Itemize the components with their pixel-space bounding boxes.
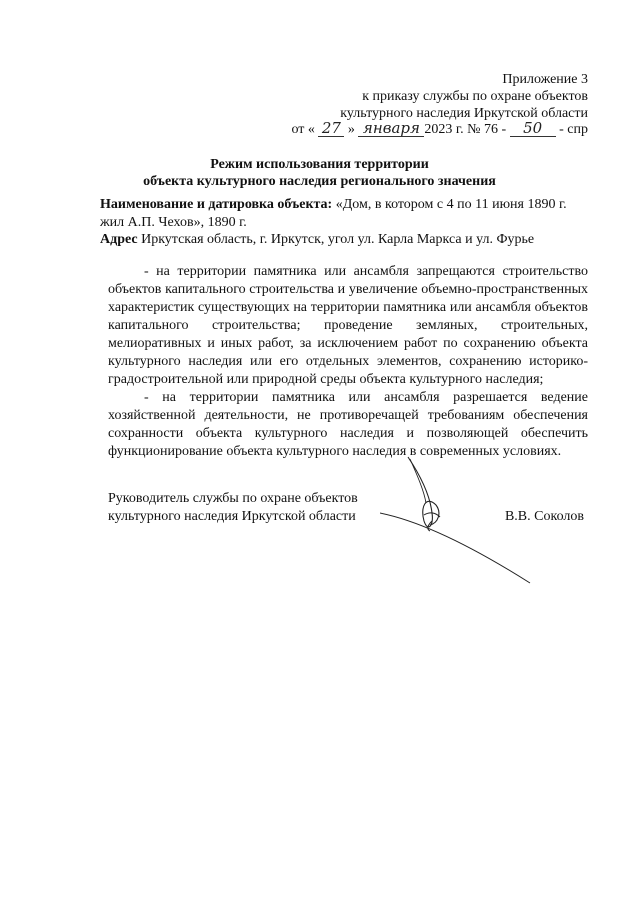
- prohibitions-paragraph: - на территории памятника или ансамбля запрещаются строительство объектов капитального строительства и увеличение объемно-пространственных характеристик существующих на территории памятника или ансамбля объектов капитального строительства; проведение земляных, строительных, мелиоративных и иных работ, за исключением работ по сохранению объекта культурного наследия или его отдельных элементов, сохранению историко-градостроительной или природной среды объекта культурного наследия;: [108, 264, 588, 387]
- object-address-block: [100, 231, 590, 249]
- object-address-label: Адрес: [100, 232, 138, 247]
- order-date-prefix: от «: [291, 122, 315, 137]
- signatory-position-line2: культурного наследия Иркутской области: [108, 509, 356, 524]
- signatory-position-line1: Руководитель службы по охране объектов: [108, 491, 358, 506]
- signatory-name: В.В. Соколов: [504, 509, 584, 524]
- document-subtitle: объекта культурного наследия регионального значения: [143, 174, 496, 189]
- order-quote-close: »: [347, 122, 355, 137]
- order-authority-line: культурного наследия Иркутской области: [340, 106, 588, 121]
- appendix-label: Приложение 3: [502, 72, 588, 87]
- permissions-paragraph: - на территории памятника или ансамбля разрешается ведение хозяйственной деятельности, не противоречащей требованиям обеспечения сохранности объекта культурного наследия и позволяющей обеспечить функционирование объекта культурного наследия в современных условиях.: [108, 390, 588, 459]
- order-number-prefix: № 76 -: [467, 122, 507, 137]
- regime-text: [108, 263, 588, 461]
- object-name-block: [100, 196, 590, 232]
- handwritten-signature: [380, 455, 540, 585]
- order-number-suffix: - спр: [559, 122, 588, 137]
- order-month-handwritten: января: [358, 121, 424, 137]
- order-year: 2023 г.: [424, 122, 464, 137]
- order-day-handwritten: 27: [318, 121, 344, 137]
- order-reference-line: к приказу службы по охране объектов: [362, 89, 588, 104]
- object-address-value: Иркутская область, г. Иркутск, угол ул. Карла Маркса и ул. Фурье: [141, 232, 535, 247]
- object-name-value: «Дом, в котором с 4 по 11 июня 1890 г. жил А.П. Чехов», 1890 г.: [100, 197, 567, 230]
- document-title: Режим использования территории: [210, 157, 429, 172]
- order-number-handwritten: 50: [510, 121, 556, 137]
- object-name-label: Наименование и датировка объекта:: [100, 197, 333, 212]
- order-date-number: [291, 121, 588, 138]
